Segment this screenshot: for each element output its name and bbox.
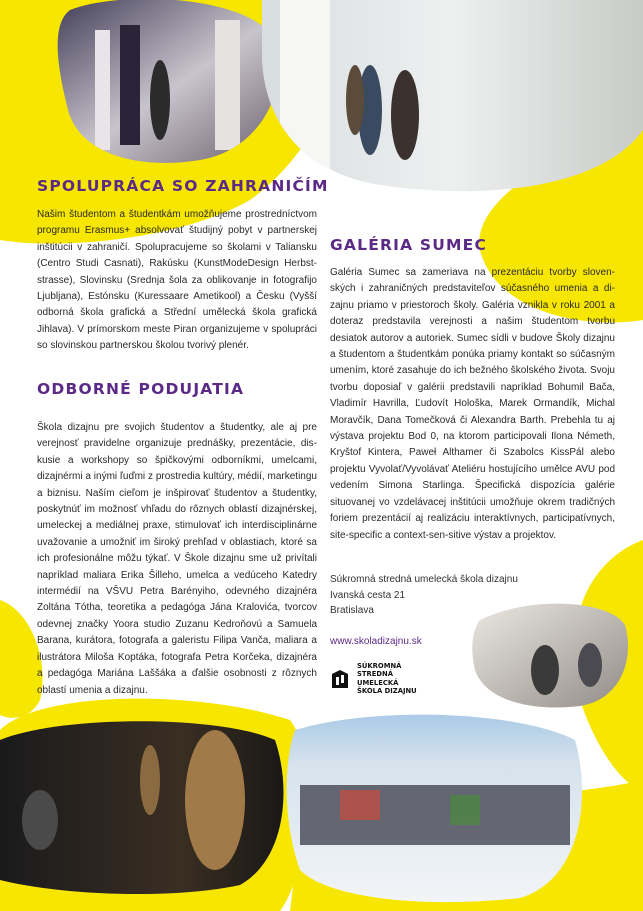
events-text: Škola dizajnu pre svojich študentov a študentky, ale aj pre verejnosť pravidelne organizuje prednášky, prezentácie, dis-kusie a workshopy so špičkovými odborníkmi, umelcami, dizajnérmi a inými ľuďmi z prostredia kultúry, médií, marketingu a biznisu. Naším cieľom je inšpirovať študentov a študentky, poskytnúť im možnosť vhľadu do rôznych oblastí dizajnérskej, umeleckej a mediálnej praxe, stimulovať ich interdisciplinárne uvažovanie a umožniť im široký prehľad v oblastiach, ktoré sa ich profesionálne môžu týkať. V Škole dizajnu sme už privítali napríklad maliara Erika Šilleho, umelca a vedúceho Katedry intermédií na VŠVU Petra Barényiho, odevného dizajnéra Zoltána Tótha, teoretika a pedagóga Jána Kralovića, tvorcov odevnej značky Yoora studio Zuzanu Kedroňovú a Samuela Barana, kurátora, fotografa a galeristu Filipa Vanča, maliara a ilustrátora Miloša Koptáka, fotografa Petra Korčeka, dizajnéra a pedagóga Mariána Laššáka a ďalšie osobnosti z rôznych oblastí umenia a dizajnu. xyxy=(37,422,317,696)
logo-line: SÚKROMNÁ xyxy=(357,662,402,670)
cooperation-text: Našim študentom a študentkám umožňujeme prostredníctvom programu Erasmus+ absolvovať študijný pobyt v partnerskej inštitúcii v zahraničí. Spolupracujeme so školami v Taliansku (Centro Studi Casnati), Rakúsku (KunstModeDesign Herbst-strasse), Slovinsku (Srednja šola za oblikovanje in fotografijo Ljubljana), Estónsku (Kuressaare Ametikool) a Česku (Vyšší odborná škola grafická a Střední umělecká škola grafická Jihlava). V prímorskom meste Piran organizujeme v spolupráci so slovinskou partnerskou školou tvorivý plenér. xyxy=(37,209,317,352)
heading-events: ODBORNÉ PODUJATIA xyxy=(37,380,245,398)
gallery-text: Galéria Sumec sa zameriava na prezentáciu tvorby sloven-ských i zahraničných predstaviteľov súčasného umenia a di-zajnu priamo v priestoroch školy. Galéria vznikla v roku 2001 a doteraz predstavila verejnosti a našim študentom tvorbu desiatok autorov a autoriek. Sumec sídli v budove Školy dizajnu a študentom a študentkám ponúka priamy kontakt so súčasným umením, ktoré zasahuje do ich bežného školského života. Svoju tvorbu doposiaľ v galérii predstavili napríklad Bohumil Bača, Vladimír Havrilla, Ľudovít Hološka, Marek Ormandík, Michal Moravčík, Dana Tomečková či Alexandra Barth. Prebehla tu aj výstava projektu Bod 0, na ktorom participovali Ilona Németh, Kryštof Kintera, Paweł Althamer či Szabolcs KissPál alebo projektu Vyvolať/Vyvolávať Ateliéru hostujícího umělce AVU pod vedením Simona Starlinga. Špecifická dispozícia galérie situovanej vo vzdelávacej inštitúcii umožňuje okrem tradičných foriem prezentácií aj realizáciu interaktívnych, participatívnych, site-specific a context-sen-sitive výstav a projektov. xyxy=(330,267,615,541)
school-logo-icon xyxy=(330,669,350,689)
logo-line: STREDNÁ xyxy=(357,670,393,679)
heading-cooperation: SPOLUPRÁCA SO ZAHRANIČÍM xyxy=(37,177,329,195)
street: Ivanská cesta 21 xyxy=(330,589,406,601)
contact-address xyxy=(330,572,518,619)
photo-ski-trip xyxy=(280,700,590,910)
logo-line: ŠKOLA DIZAJNU xyxy=(357,687,417,696)
logo-line: UMELECKÁ xyxy=(357,678,399,687)
photo-gallery-installation xyxy=(260,0,643,200)
school-logo xyxy=(330,662,417,696)
school-name: Súkromná stredná umelecká škola dizajnu xyxy=(330,574,518,585)
city: Bratislava xyxy=(330,605,374,616)
website-link[interactable]: www.skoladizajnu.sk xyxy=(330,636,422,647)
heading-gallery: GALÉRIA SUMEC xyxy=(330,236,488,254)
